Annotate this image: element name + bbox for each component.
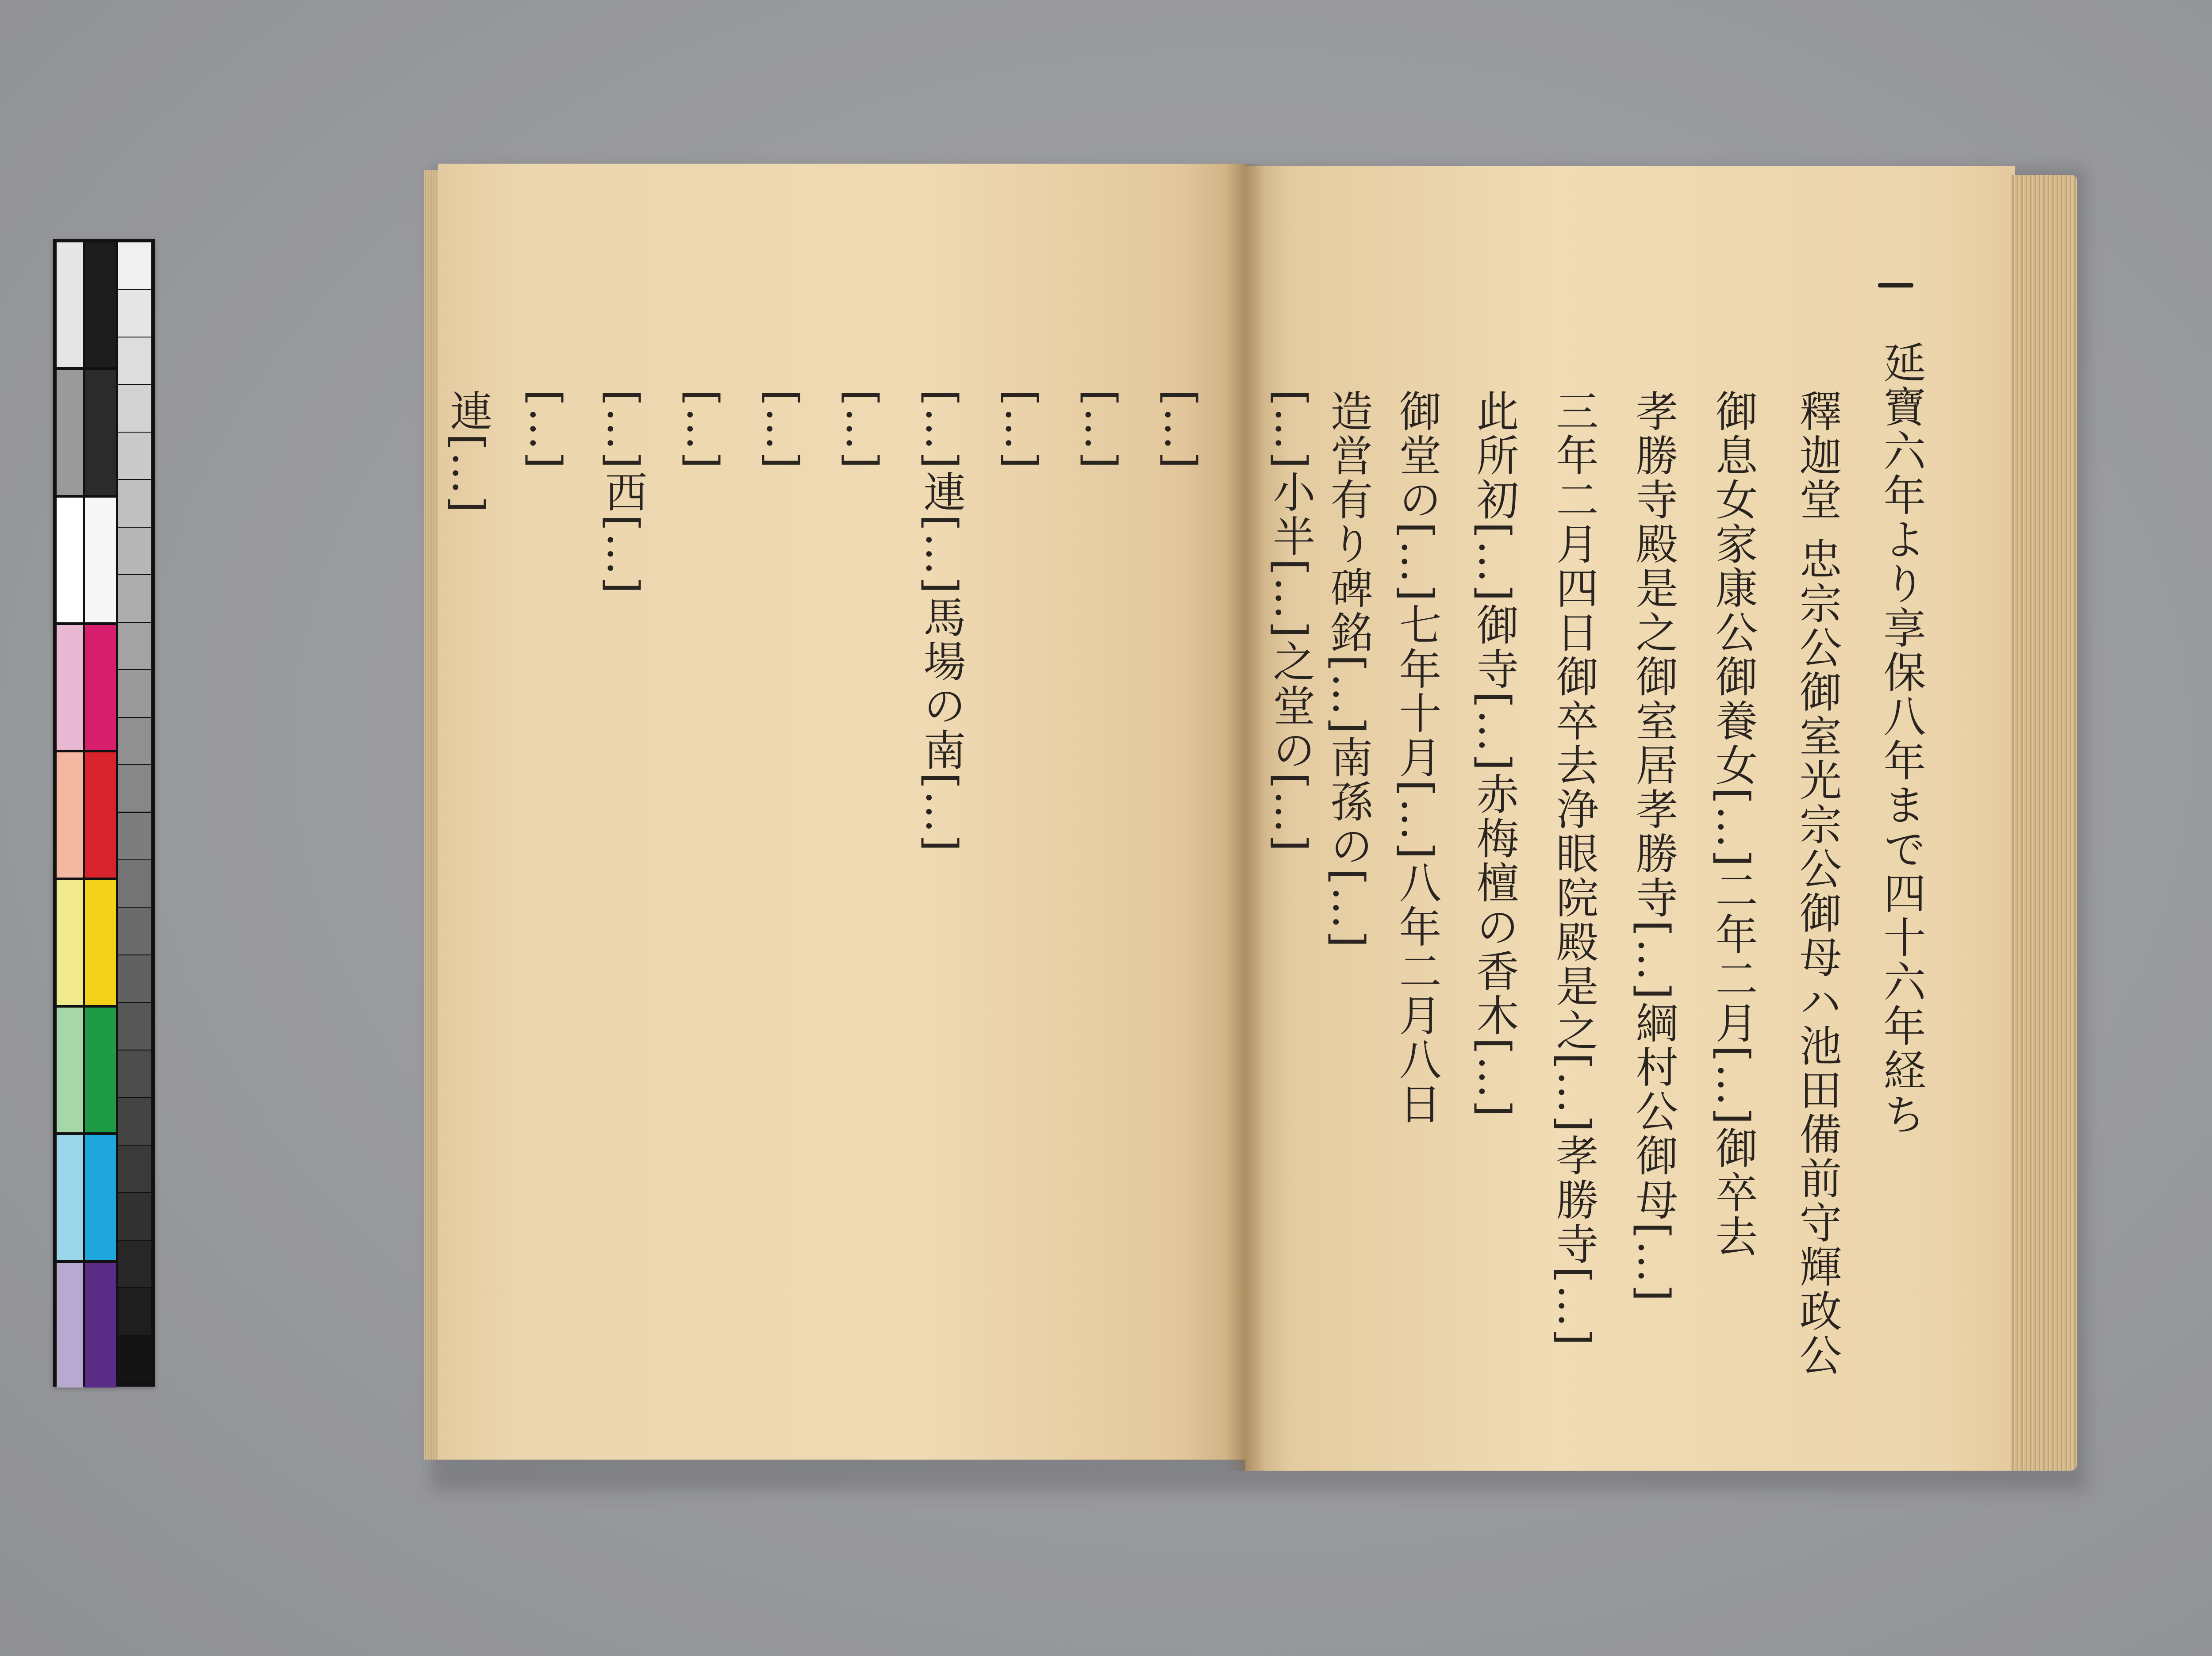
right-line-6: 此所初[…]御寺[…]赤梅檀の香木[…] [1470,389,1519,1119]
gray-ramp-patch [118,433,151,479]
right-line-3: 御息女家康公御養女[…]二年二月[…]御卒去 [1709,389,1758,1259]
gray-ramp-patch [118,385,151,431]
right-line-5: 三年二月四日御卒去浄眼院殿是之[…]孝勝寺[…] [1549,389,1599,1347]
color-patch-light [57,625,83,750]
gray-ramp-patch [118,955,151,1002]
color-patch-light [57,1263,83,1388]
gray-ramp-patch [118,670,151,717]
gray-patch [57,242,83,367]
left-line-3: […] [996,389,1046,470]
gray-ramp-patch [118,718,151,764]
gray-ramp-patch [118,480,151,526]
gray-ramp-patch [118,908,151,954]
left-line-1: […] [1156,389,1205,470]
left-line-4: […]連[…]馬場の南[…] [917,389,966,853]
gray-patch [85,370,116,494]
gray-ramp-patch [118,242,151,289]
color-patch-light [57,498,83,622]
left-line-7: […] [678,389,727,470]
gray-ramp-patch [118,528,151,574]
gray-ramp-patch [118,860,151,907]
gray-ramp-patch [118,1098,151,1144]
gray-ramp-patch [118,1193,151,1239]
gray-ramp-patch [118,623,151,669]
color-patch-strong [85,880,116,1005]
gray-ramp-patch [118,1050,151,1097]
color-calibration-bar [53,239,155,1387]
gray-ramp-patch [118,1241,151,1287]
left-line-9: […] [521,389,570,470]
left-line-2: […] [1076,389,1125,470]
book-gutter [1225,164,1265,1471]
right-line-9: […]小半[…]之堂の[…] [1266,389,1316,853]
color-patch-strong [85,498,116,622]
gray-ramp-patch [118,1336,151,1382]
heading-mark [1878,283,1913,288]
gray-ramp-patch [118,1288,151,1334]
gray-ramp-patch [118,813,151,859]
gray-ramp-patch [118,337,151,384]
color-patch-strong [85,752,116,877]
left-line-6: […] [757,389,807,470]
color-patch-strong [85,625,116,750]
color-patch-strong [85,1263,116,1388]
left-line-5: […] [837,389,887,470]
gray-ramp-patch [118,1003,151,1049]
right-page-edges [2011,175,2077,1471]
right-line-7: 御堂の[…]七年十月[…]八年二月八日 [1392,389,1442,1126]
gray-ramp-patch [118,765,151,812]
color-patch-strong [85,1135,116,1260]
gray-ramp-patch [118,1146,151,1192]
color-patch-light [57,1135,83,1260]
color-patch-light [57,752,83,877]
gray-patch [85,242,116,367]
right-line-2: 釋迦堂 忠宗公御室光宗公御母ハ池田備前守輝政公 [1793,389,1842,1378]
right-line-1: 延寶六年より享保八年まで四十六年経ち [1877,341,1926,1137]
left-line-10: 連[…] [443,389,493,514]
right-line-4: 孝勝寺殿是之御室居孝勝寺[…]綱村公御母[…] [1629,389,1678,1303]
gray-patch [57,370,83,494]
gray-ramp-patch [118,575,151,621]
color-patch-light [57,1008,83,1132]
color-patch-strong [85,1008,116,1132]
right-line-8: 造営有り碑銘[…]南孫の[…] [1324,389,1373,949]
color-patch-light [57,880,83,1005]
left-line-8: […]西[…] [598,389,648,595]
gray-ramp-patch [118,290,151,336]
